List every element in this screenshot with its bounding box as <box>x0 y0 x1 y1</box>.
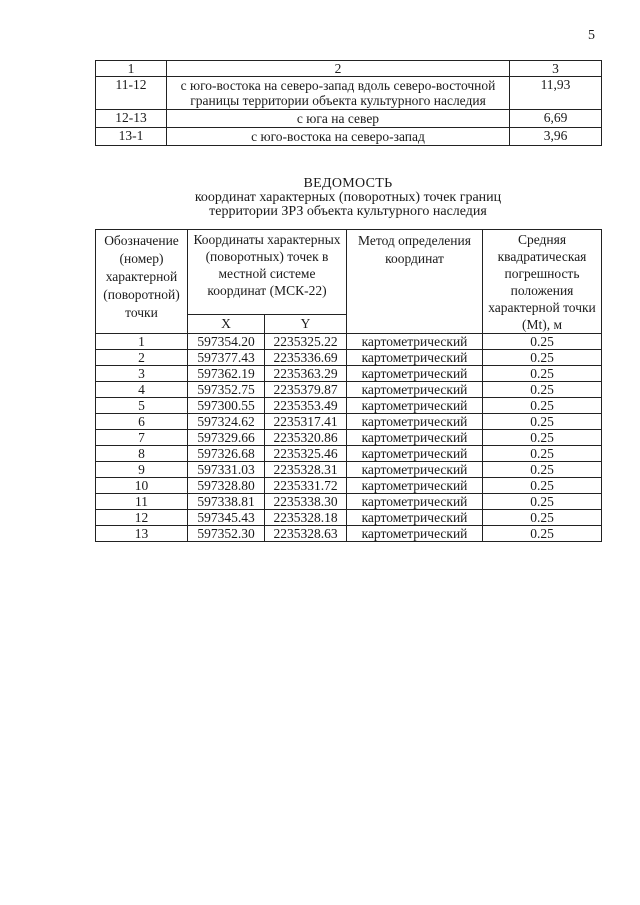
point-error: 0.25 <box>483 510 602 526</box>
segments-table <box>95 60 602 146</box>
point-row <box>96 414 602 430</box>
point-row <box>96 446 602 462</box>
statement-subtitle-line2: территории ЗРЗ объекта культурного наследия <box>209 204 487 219</box>
segment-description: с юго-востока на северо-запад <box>167 128 510 146</box>
point-x: 597352.30 <box>188 526 265 542</box>
point-error: 0.25 <box>483 430 602 446</box>
point-error: 0.25 <box>483 494 602 510</box>
point-row <box>96 350 602 366</box>
point-y: 2235336.69 <box>265 350 347 366</box>
segment-row <box>96 128 602 146</box>
point-error: 0.25 <box>483 478 602 494</box>
point-y: 2235328.18 <box>265 510 347 526</box>
point-x: 597329.66 <box>188 430 265 446</box>
point-y: 2235325.46 <box>265 446 347 462</box>
point-number: 13 <box>96 526 188 542</box>
point-number: 12 <box>96 510 188 526</box>
point-y: 2235328.31 <box>265 462 347 478</box>
point-method: картометрический <box>347 526 483 542</box>
point-method: картометрический <box>347 462 483 478</box>
point-number: 6 <box>96 414 188 430</box>
point-row <box>96 382 602 398</box>
point-number: 1 <box>96 334 188 350</box>
point-error: 0.25 <box>483 446 602 462</box>
point-number: 5 <box>96 398 188 414</box>
segment-description: с юго-востока на северо-запад вдоль северо-восточной границы территории объекта культурного наследия <box>167 77 510 110</box>
point-x: 597377.43 <box>188 350 265 366</box>
point-x: 597352.75 <box>188 382 265 398</box>
point-error: 0.25 <box>483 350 602 366</box>
statement-subtitle-line1: координат характерных (поворотных) точек границ <box>194 190 502 205</box>
segment-description: с юга на север <box>167 110 510 128</box>
point-x: 597326.68 <box>188 446 265 462</box>
point-error: 0.25 <box>483 382 602 398</box>
point-row <box>96 366 602 382</box>
points-body <box>96 334 602 542</box>
point-x: 597300.55 <box>188 398 265 414</box>
error-header: Средняя квадратическая погрешность положения характерной точки (Mt), м <box>483 230 602 334</box>
point-y: 2235320.86 <box>265 430 347 446</box>
segments-header-row <box>96 61 602 77</box>
point-y: 2235328.63 <box>265 526 347 542</box>
segment-id: 13-1 <box>96 128 167 146</box>
point-method: картометрический <box>347 478 483 494</box>
point-method: картометрический <box>347 446 483 462</box>
point-method: картометрический <box>347 414 483 430</box>
method-header: Метод определения координат <box>347 230 483 334</box>
point-method: картометрический <box>347 430 483 446</box>
segments-header-col1: 1 <box>96 61 167 77</box>
point-number: 9 <box>96 462 188 478</box>
point-row <box>96 494 602 510</box>
statement-heading <box>95 177 601 219</box>
point-number: 8 <box>96 446 188 462</box>
point-method: картометрический <box>347 334 483 350</box>
point-row <box>96 510 602 526</box>
point-x: 597354.20 <box>188 334 265 350</box>
point-x: 597345.43 <box>188 510 265 526</box>
point-number: 3 <box>96 366 188 382</box>
point-y: 2235379.87 <box>265 382 347 398</box>
points-table <box>95 229 602 542</box>
point-error: 0.25 <box>483 414 602 430</box>
point-y: 2235331.72 <box>265 478 347 494</box>
designation-header: Обозначение (номер) характерной (поворотной) точки <box>96 230 188 334</box>
point-x: 597331.03 <box>188 462 265 478</box>
segments-header-col3: 3 <box>510 61 602 77</box>
point-row <box>96 430 602 446</box>
point-row <box>96 462 602 478</box>
segment-row <box>96 110 602 128</box>
point-x: 597324.62 <box>188 414 265 430</box>
segments-header-col2: 2 <box>167 61 510 77</box>
point-row <box>96 398 602 414</box>
points-header-row <box>96 230 602 315</box>
point-method: картометрический <box>347 382 483 398</box>
point-error: 0.25 <box>483 462 602 478</box>
point-row <box>96 334 602 350</box>
segment-distance: 6,69 <box>510 110 602 128</box>
point-method: картометрический <box>347 494 483 510</box>
segment-distance: 3,96 <box>510 128 602 146</box>
point-error: 0.25 <box>483 398 602 414</box>
point-y: 2235325.22 <box>265 334 347 350</box>
point-method: картометрический <box>347 510 483 526</box>
point-y: 2235338.30 <box>265 494 347 510</box>
point-number: 10 <box>96 478 188 494</box>
segment-id: 12-13 <box>96 110 167 128</box>
segment-row <box>96 77 602 110</box>
statement-title: ВЕДОМОСТЬ <box>303 176 393 191</box>
point-y: 2235317.41 <box>265 414 347 430</box>
y-header: Y <box>265 314 347 333</box>
segment-distance: 11,93 <box>510 77 602 110</box>
point-x: 597362.19 <box>188 366 265 382</box>
point-row <box>96 526 602 542</box>
point-number: 4 <box>96 382 188 398</box>
point-x: 597328.80 <box>188 478 265 494</box>
point-number: 7 <box>96 430 188 446</box>
page-number: 5 <box>588 28 595 43</box>
point-y: 2235363.29 <box>265 366 347 382</box>
point-number: 2 <box>96 350 188 366</box>
coordinates-header: Координаты характерных (поворотных) точек в местной системе координат (МСК-22) <box>188 230 347 315</box>
point-method: картометрический <box>347 398 483 414</box>
point-y: 2235353.49 <box>265 398 347 414</box>
point-method: картометрический <box>347 366 483 382</box>
x-header: X <box>188 314 265 333</box>
segment-id: 11-12 <box>96 77 167 110</box>
point-x: 597338.81 <box>188 494 265 510</box>
point-row <box>96 478 602 494</box>
point-method: картометрический <box>347 350 483 366</box>
point-error: 0.25 <box>483 334 602 350</box>
point-error: 0.25 <box>483 526 602 542</box>
point-number: 11 <box>96 494 188 510</box>
point-error: 0.25 <box>483 366 602 382</box>
